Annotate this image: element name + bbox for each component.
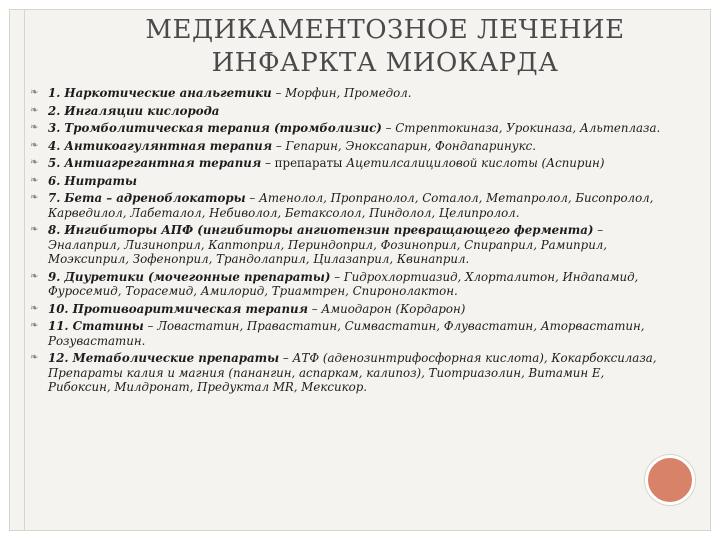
- list-item: [30, 104, 670, 119]
- item-lead: 6. Нитраты: [48, 173, 138, 188]
- fleuron-icon: ❧: [30, 104, 39, 116]
- list-item: [30, 139, 670, 154]
- fleuron-icon: ❧: [30, 224, 39, 235]
- fleuron-icon: ❧: [30, 174, 39, 186]
- list-item: [30, 156, 670, 171]
- slide-title: [40, 14, 720, 80]
- item-lead: 7. Бета – адреноблокаторы: [48, 191, 246, 205]
- decorative-circle: [645, 455, 695, 505]
- fleuron-icon: ❧: [30, 192, 39, 203]
- list-item: [30, 319, 670, 348]
- item-text: – Атенолол, Пропранолол, Соталол, Метапролол, Бисопролол, Карведилол, Лабеталол, Небиволол, Бетаксолол, Пиндолол, Целипролол.: [48, 191, 654, 220]
- item-text: – Морфин, Промедол.: [271, 86, 412, 100]
- list-item: [30, 191, 670, 220]
- item-text: – Гидрохлортиазид, Хлорталитон, Индапамид, Фуросемид, Торасемид, Амилорид, Триамтрен, Спиронолактон.: [48, 269, 639, 298]
- item-text: – Гепарин, Эноксапарин, Фондапаринукс.: [272, 138, 537, 153]
- fleuron-icon: ❧: [30, 352, 39, 363]
- item-text: – Стрептокиназа, Урокиназа, Альтеплаза.: [381, 121, 661, 135]
- fleuron-icon: ❧: [30, 122, 39, 133]
- fleuron-icon: ❧: [30, 302, 39, 314]
- fleuron-icon: ❧: [30, 139, 39, 151]
- item-lead: 8. Ингибиторы АПФ (ингибиторы ангиотензин превращающего фермента): [48, 223, 594, 237]
- item-lead: 1. Наркотические анальгетики: [48, 86, 272, 100]
- item-plain-text: – препараты: [261, 156, 347, 170]
- item-text: – Эналаприл, Лизиноприл, Каптоприл, Периндоприл, Фозиноприл, Спираприл, Рамиприл, Моэксиприл, Зофеноприл, Трандолаприл, Цилазаприл, Квинаприл.: [48, 223, 608, 266]
- item-text: – Ловастатин, Правастатин, Симвастатин, Флувастатин, Аторвастатин, Розувастатин.: [48, 319, 645, 348]
- item-lead: 4. Антикоагулянтная терапия: [48, 138, 273, 153]
- fleuron-icon: ❧: [30, 87, 39, 98]
- item-text: – Амиодарон (Кордарон): [307, 301, 466, 316]
- list-item: [30, 223, 670, 267]
- item-lead: 3. Тромболитическая терапия (тромболизис): [48, 121, 382, 135]
- list-item: [30, 351, 670, 395]
- list-item: [30, 302, 670, 317]
- item-text: – АТФ (аденозинтрифосфорная кислота), Кокарбоксилаза, Препараты калия и магния (панангин, аспаркам, калипоз), Тиотриазолин, Витамин Е, Рибоксин, Милдронат, Предуктал MR, Мексикор.: [48, 351, 657, 394]
- item-lead: 12. Метаболические препараты: [48, 351, 280, 365]
- treatment-list: [30, 86, 670, 398]
- list-item: [30, 270, 670, 299]
- list-item: [30, 174, 670, 189]
- item-lead: 9. Диуретики (мочегонные препараты): [48, 269, 331, 284]
- fleuron-icon: ❧: [30, 157, 39, 168]
- list-item: [30, 86, 670, 101]
- item-lead: 10. Противоаритмическая терапия: [48, 301, 308, 316]
- item-lead: 2. Ингаляции кислорода: [48, 103, 220, 118]
- fleuron-icon: ❧: [30, 320, 39, 331]
- fleuron-icon: ❧: [30, 270, 39, 282]
- item-lead: 11. Статины: [48, 319, 144, 333]
- item-text: Ацетилсалициловой кислоты (Аспирин): [346, 156, 605, 170]
- title-line-2: ИНФАРКТА МИОКАРДА: [211, 48, 559, 78]
- title-line-1: МЕДИКАМЕНТОЗНОЕ ЛЕЧЕНИЕ: [145, 15, 625, 45]
- list-item: [30, 121, 670, 136]
- item-lead: 5. Антиагрегантная терапия: [48, 156, 262, 170]
- left-margin-rule: [24, 9, 25, 531]
